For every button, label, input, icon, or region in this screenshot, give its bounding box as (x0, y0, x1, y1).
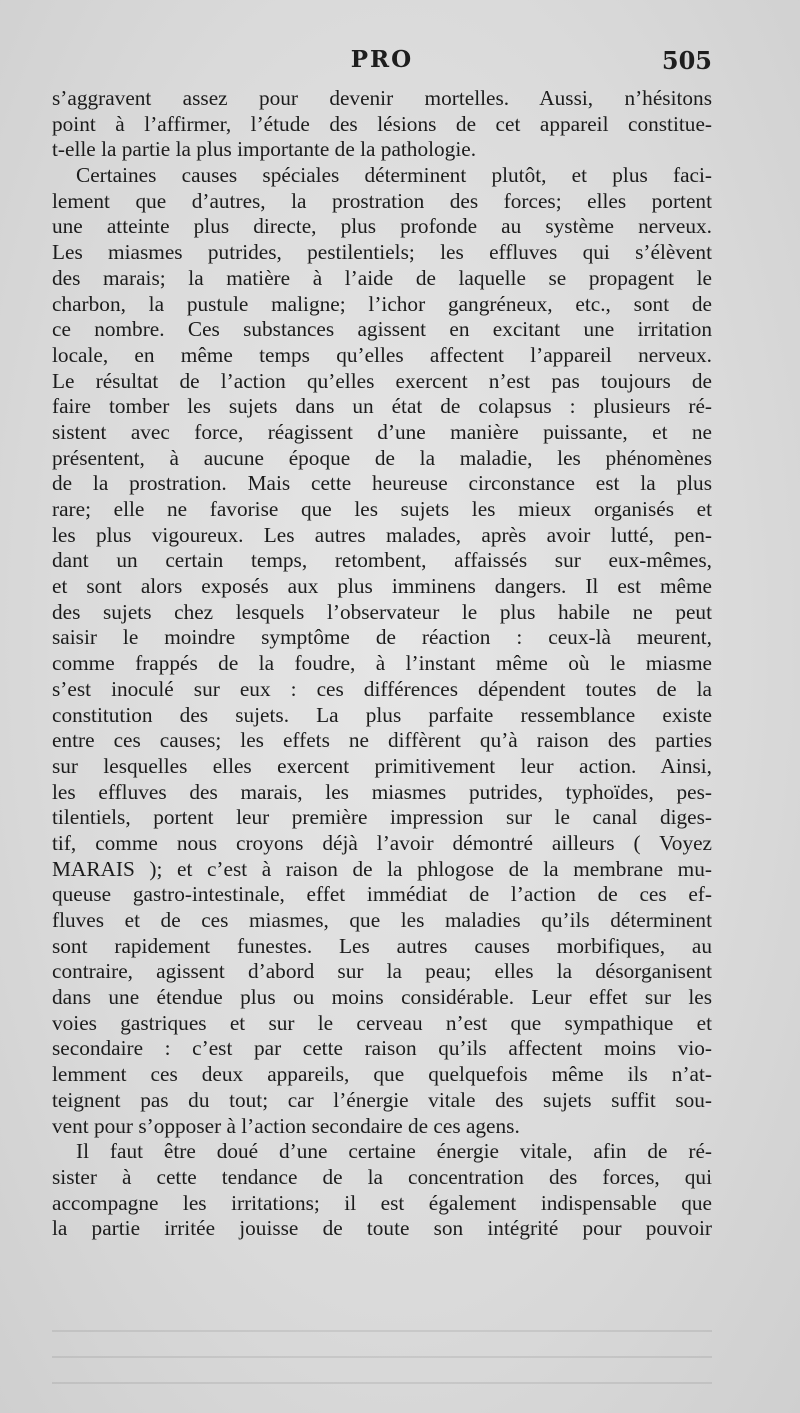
text-line: Il faut être doué d’une certaine énergie vitale, afin de ré- (76, 1139, 712, 1164)
text-line: constitution des sujets. La plus parfaite ressemblance existe (52, 702, 712, 727)
text-line: s’aggravent assez pour devenir mortelles. Aussi, n’hésitons (52, 86, 712, 110)
text-line: des sujets chez lesquels l’observateur le plus habile ne peut (52, 599, 712, 624)
text-line: t-elle la partie la plus importante de la pathologie. (52, 137, 477, 162)
text-line: de la prostration. Mais cette heureuse circonstance est la plus (52, 471, 712, 496)
text-line: entre ces causes; les effets ne diffèrent qu’à raison des parties (52, 728, 712, 753)
text-line: fluves et de ces miasmes, que les maladies qu’ils déterminent (52, 908, 712, 932)
text-line: tilentiels, portent leur première impression sur le canal diges- (52, 805, 712, 830)
text-line: sur lesquelles elles exercent primitivement leur action. Ainsi, (52, 753, 712, 778)
text-line: les effluves des marais, les miasmes putrides, typhoïdes, pes- (52, 779, 712, 804)
text-line: saisir le moindre symptôme de réaction : ceux-là meurent, (52, 625, 712, 650)
text-line: queuse gastro-intestinale, effet immédiat de l’action de ces ef- (52, 882, 712, 907)
text-line: teignent pas du tout; car l’énergie vitale des sujets suffit sou- (52, 1087, 712, 1112)
text-line: tif, comme nous croyons déjà l’avoir démontré ailleurs ( Voyez (52, 830, 712, 855)
text-line: accompagne les irritations; il est également indispensable que (52, 1190, 712, 1215)
text-line: faire tomber les sujets dans un état de colapsus : plusieurs ré- (52, 394, 712, 419)
running-title: PRO (350, 46, 414, 73)
text-line: la partie irritée jouisse de toute son intégrité pour pouvoir (52, 1216, 712, 1241)
body-text (52, 86, 712, 1242)
page-header (52, 46, 712, 80)
text-line: s’est inoculé sur eux : ces différences dépendent toutes de la (52, 676, 712, 701)
page-number: 505 (661, 46, 712, 75)
text-line: présentent, à aucune époque de la maladie, les phénomènes (52, 445, 712, 470)
text-line: charbon, la pustule maligne; l’ichor gangréneux, etc., sont de (52, 291, 712, 316)
text-line: et sont alors exposés aux plus imminens dangers. Il est même (52, 574, 712, 599)
text-line: comme frappés de la foudre, à l’instant même où le miasme (52, 651, 712, 676)
text-line: une atteinte plus directe, plus profonde au système nerveux. (52, 214, 712, 239)
text-line: locale, en même temps qu’elles affectent l’appareil nerveux. (52, 342, 712, 367)
text-line: sister à cette tendance de la concentration des forces, qui (52, 1164, 712, 1189)
text-line: dans une étendue plus ou moins considérable. Leur effet sur les (52, 985, 712, 1010)
text-line: sont rapidement funestes. Les autres causes morbifiques, au (52, 933, 712, 958)
show-through-texture (52, 1330, 712, 1390)
text-line: contraire, agissent d’abord sur la peau; elles la désorganisent (52, 959, 712, 984)
text-line: lemment ces deux appareils, que quelquefois même ils n’at- (52, 1062, 712, 1087)
text-line: sistent avec force, réagissent d’une manière puissante, et ne (52, 419, 712, 444)
text-line: Le résultat de l’action qu’elles exercent n’est pas toujours de (52, 368, 712, 393)
text-line: Les miasmes putrides, pestilentiels; les effluves qui s’élèvent (52, 240, 712, 265)
text-line: Certaines causes spéciales déterminent plutôt, et plus faci- (76, 163, 712, 188)
text-line: voies gastriques et sur le cerveau n’est que sympathique et (52, 1010, 712, 1035)
text-line: lement que d’autres, la prostration des forces; elles portent (52, 188, 712, 213)
text-line: rare; elle ne favorise que les sujets les mieux organisés et (52, 497, 712, 521)
text-line: les plus vigoureux. Les autres malades, après avoir lutté, pen- (52, 522, 712, 547)
text-line: ce nombre. Ces substances agissent en excitant une irritation (52, 317, 712, 342)
text-line: dant un certain temps, retombent, affaissés sur eux-mêmes, (52, 548, 712, 573)
text-line: MARAIS ); et c’est à raison de la phlogose de la membrane mu- (52, 856, 712, 881)
text-line: vent pour s’opposer à l’action secondaire de ces agens. (52, 1113, 520, 1138)
text-line: des marais; la matière à l’aide de laquelle se propagent le (52, 265, 712, 290)
text-line: secondaire : c’est par cette raison qu’ils affectent moins vio- (52, 1036, 712, 1061)
text-line: point à l’affirmer, l’étude des lésions de cet appareil constitue- (52, 111, 712, 136)
